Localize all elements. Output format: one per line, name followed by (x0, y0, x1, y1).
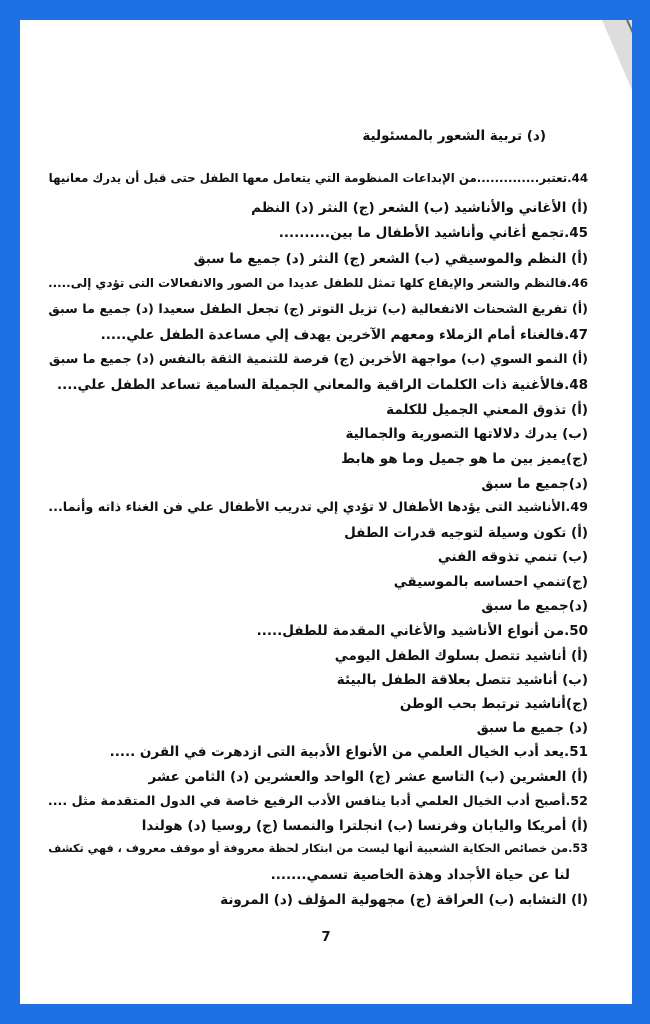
question-50-option-b: (ب) أناشيد تتصل بعلاقة الطفل بالبيئة (336, 672, 588, 688)
page-number: 7 (321, 930, 331, 945)
question-48-option-b: (ب) يدرك دلالاتها التصورية والجمالية (345, 426, 588, 442)
question-49-option-a: (أ) تكون وسيلة لتوجيه قدرات الطفل (344, 525, 588, 541)
question-50-option-d: (د) جميع ما سبق (476, 720, 588, 736)
question-44: 44.تعتبر..............من الإبداعات المنظومة التي يتعامل معها الطفل حتى قبل أن يدرك معانيها (48, 171, 588, 185)
question-49: 49.الأناشيد التى يؤدها الأطفال لا تؤدي إلي تدريب الأطفال علي فن الغناء ذاته وأنما... (48, 500, 588, 515)
question-53-options: (ا) التشابه (ب) العراقة (ج) مجهولية المؤلف (د) المرونة (220, 892, 588, 908)
question-49-option-c: (ج)تنمي احساسه بالموسيقي (393, 574, 588, 590)
document-page (20, 20, 632, 1004)
question-53: 53.من خصائص الحكاية الشعبية أنها ليست من ابتكار لحظة معروفة أو موقف معروف ، فهي تكشف (48, 842, 588, 855)
question-45: 45.تجمع أغاني وأناشيد الأطفال ما بين.......... (278, 225, 588, 241)
question-51-options: (أ) العشرين (ب) التاسع عشر (ج) الواحد والعشرين (د) الثامن عشر (148, 769, 588, 785)
question-47: 47.فالغناء أمام الزملاء ومعهم الآخرين يهدف إلي مساعدة الطفل علي..... (100, 327, 588, 343)
question-49-option-b: (ب) تنمي تذوقه الفني (437, 549, 588, 565)
question-48-option-d: (د)جميع ما سبق (481, 476, 588, 492)
question-52-options: (أ) أمريكا واليابان وفرنسا (ب) انجلترا والنمسا (ج) روسيا (د) هولندا (141, 818, 588, 834)
section-heading: (د) تربية الشعور بالمسئولية (362, 128, 546, 144)
question-44-options: (أ) الأغاني والأناشيد (ب) الشعر (ج) النثر (د) النظم (251, 200, 588, 216)
page-content (20, 20, 632, 1004)
question-47-options: (أ) النمو السوي (ب) مواجهة الأخرين (ج) فرصة للتنمية الثقة بالنفس (د) جميع ما سبق (48, 352, 588, 367)
question-51: 51.يعد أدب الخيال العلمي من الأنواع الأدبية التى ازدهرت في القرن ..... (109, 744, 588, 760)
question-50: 50.من أنواع الأناشيد والأغاني المقدمة للطفل..... (256, 623, 588, 639)
question-48: 48.فالأغنية ذات الكلمات الراقية والمعاني الجميلة السامية تساعد الطفل علي.... (57, 377, 588, 393)
question-48-option-c: (ج)يميز بين ما هو جميل وما هو هابط (341, 451, 588, 467)
question-53-continued: لنا عن حياة الأجداد وهذة الخاصية تسمي....... (270, 867, 570, 883)
question-48-option-a: (أ) تذوق المعني الجميل للكلمة (386, 402, 588, 418)
question-52: 52.أصبح أدب الخيال العلمي أدبا ينافس الأدب الرفيع خاصة في الدول المتقدمة مثل .... (47, 793, 588, 808)
question-46-options: (أ) تفريغ الشحنات الانفعالية (ب) تزيل التوتر (ج) تجعل الطفل سعيدا (د) جميع ما سبق (48, 302, 588, 317)
question-50-option-c: (ج)أناشيد ترتبط بحب الوطن (399, 696, 588, 712)
question-46: 46.فالنظم والشعر والإيقاع كلها تمثل للطفل عديدا من الصور والانفعالات التى تؤدي إلى..... (48, 276, 588, 290)
question-50-option-a: (أ) أناشيد تتصل بسلوك الطفل اليومي (334, 648, 588, 664)
question-45-options: (أ) النظم والموسيقي (ب) الشعر (ج) النثر (د) جميع ما سبق (193, 251, 588, 267)
question-49-option-d: (د)جميع ما سبق (481, 598, 588, 614)
